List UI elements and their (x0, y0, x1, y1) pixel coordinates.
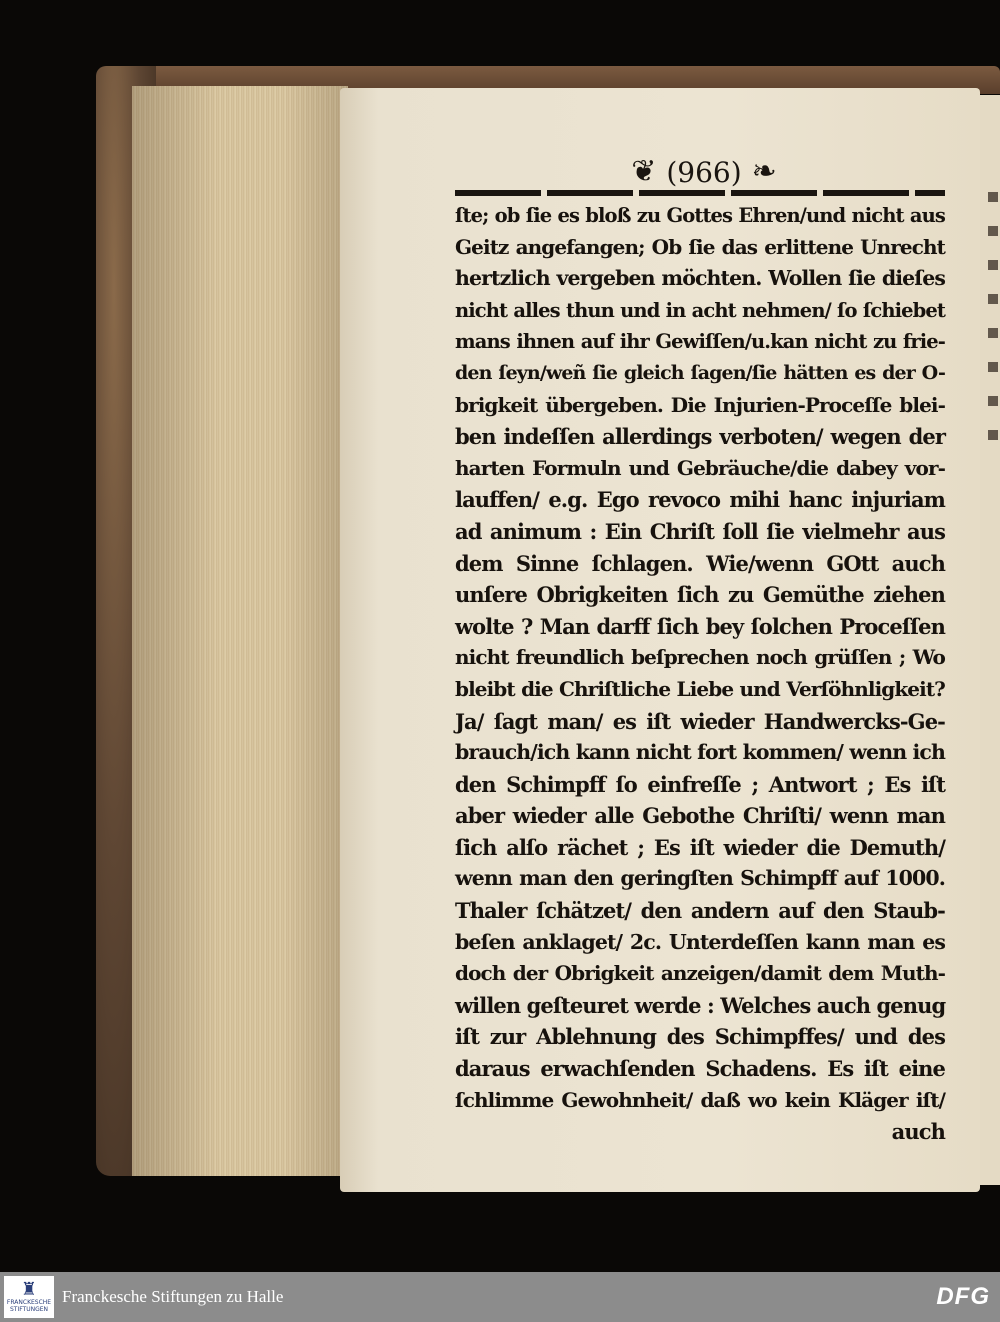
text-line: dem Sinne ſchlagen. Wie/wenn GOtt auch (455, 550, 945, 576)
text-line: ſte; ob ſie es bloß zu Gottes Ehren/und nicht aus (455, 204, 945, 227)
text-line: iſt zur Ablehnung des Schimpffes/ und des (455, 1024, 945, 1050)
text-line: Ja/ ſagt man/ es iſt wieder Handwercks-Ge- (455, 708, 945, 734)
orphanage-emblem-icon: ♜ (20, 1279, 38, 1300)
text-line: nicht alles thun und in acht nehmen/ ſo ſchiebet (455, 298, 945, 322)
text-line: doch der Obrigkeit anzeigen/damit dem Muth- (455, 961, 945, 986)
left-ornament-icon: ❦ (631, 154, 657, 189)
header-rule (455, 190, 945, 196)
text-line: brigkeit übergeben. Die Injurien-Proceſſe blei- (455, 392, 945, 417)
text-line: wenn man den geringſten Schimpff auf 1000. (455, 866, 945, 891)
text-line: den ſeyn/weñ ſie gleich ſagen/ſie hätten es der O- (455, 361, 945, 384)
logo-text-line1: FRANCKESCHE (6, 1299, 52, 1306)
dfg-logo[interactable]: DFG (936, 1283, 990, 1310)
text-line: aber wieder alle Gebothe Chriſti/ wenn man (455, 803, 945, 829)
text-line: ben indeſſen allerdings verboten/ wegen der (455, 424, 945, 450)
institution-logo[interactable] (4, 1276, 54, 1318)
text-line: ſich alſo rächet ; Es iſt wieder die Demuth/ (455, 834, 945, 860)
footer-bar (0, 1272, 1000, 1322)
text-line: nicht freundlich beſprechen noch grüſſen ; Wo (455, 645, 945, 670)
text-line: Thaler ſchätzet/ den andern auf den Staub- (455, 898, 945, 924)
text-line: willen geſteuret werde : Welches auch genug (455, 992, 946, 1018)
text-line: beſen anklaget/ 2c. Unterdeſſen kann man es (455, 929, 945, 954)
right-ornament-icon: ❧ (751, 154, 777, 189)
text-line: unſere Obrigkeiten ſich zu Gemüthe ziehen (455, 582, 945, 608)
page-header (604, 150, 804, 194)
text-line: den Schimpff ſo einfreſſe ; Antwort ; Es iſt (455, 771, 945, 797)
catchword: auch (891, 1119, 945, 1145)
text-line: ad animum : Ein Chriſt ſoll ſie vielmehr aus (455, 518, 945, 544)
institution-name[interactable]: Franckesche Stiftungen zu Halle (62, 1287, 284, 1306)
text-line: hertzlich vergeben möchten. Wollen ſie dieſes (455, 266, 945, 291)
text-line: Geitz angefangen; Ob ſie das erlittene Unrecht (455, 234, 945, 259)
text-line: brauch/ich kann nicht fort kommen/ wenn ich (455, 740, 945, 765)
text-line: wolte ? Man darff ſich bey ſolchen Proceſſen (455, 613, 945, 639)
text-line: ſchlimme Gewohnheit/ daß wo kein Kläger iſt/ (455, 1087, 945, 1112)
text-line: harten Formuln und Gebräuche/die dabey vor- (455, 455, 945, 480)
text-line: bleibt die Chriſtliche Liebe und Verſöhnligkeit? (455, 676, 945, 701)
text-line: mans ihnen auf ihr Gewiſſen/u.kan nicht zu frie- (455, 330, 945, 354)
text-line: lauffen/ e.g. Ego revoco mihi hanc injuriam (455, 487, 945, 513)
logo-text-line2: STIFTUNGEN (9, 1306, 49, 1313)
page-number: (966) (666, 155, 742, 189)
page-text (455, 200, 945, 1148)
text-line: daraus erwachſenden Schadens. Es iſt eine (455, 1056, 945, 1082)
